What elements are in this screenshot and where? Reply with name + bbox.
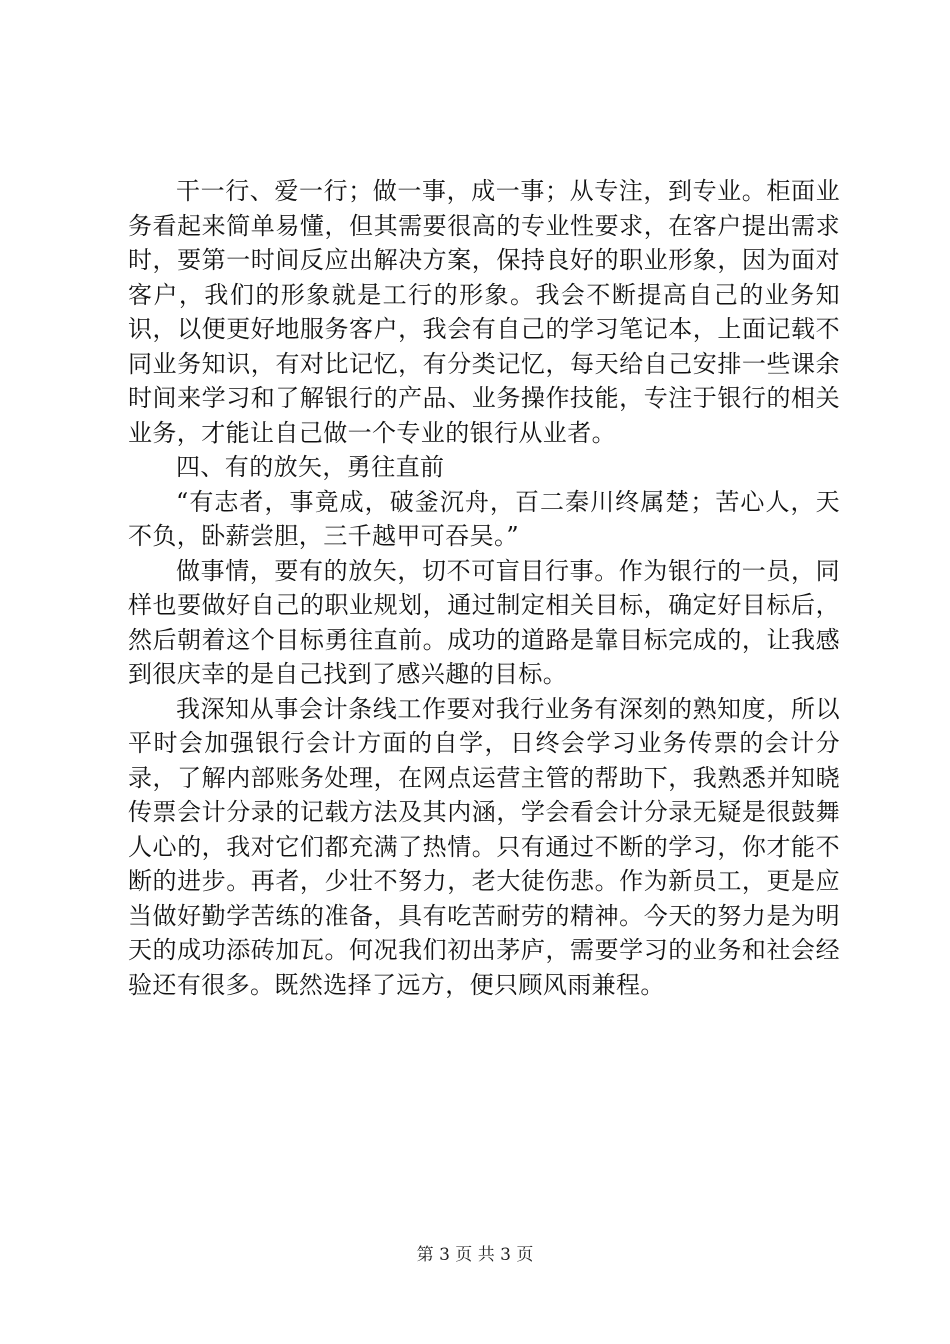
paragraph-accounting: 我深知从事会计条线工作要对我行业务有深刻的熟知度，所以平时会加强银行会计方面的自学，日终会学习业务传票的会计分录，了解内部账务处理，在网点运营主管的帮助下，我熟悉并知晓传票会计分录的记载方法及其内涵，学会看会计分录无疑是很鼓舞人心的，我对它们都充满了热情。只有通过不断的学习，你才能不断的进步。再者，少壮不努力，老大徒伤悲。作为新员工，更是应当做好勤学苦练的准备，具有吃苦耐劳的精神。今天的努力是为明天的成功添砖加瓦。何况我们初出茅庐，需要学习的业务和社会经验还有很多。既然选择了远方，便只顾风雨兼程。 <box>128 694 840 999</box>
paragraph-goals: 做事情，要有的放矢，切不可盲目行事。作为银行的一员，同样也要做好自己的职业规划，通过制定相关目标，确定好目标后，然后朝着这个目标勇往直前。成功的道路是靠目标完成的，让我感到很庆幸的是自己找到了感兴趣的目标。 <box>128 556 840 688</box>
document-body <box>128 174 840 1002</box>
page-footer: 第 3 页 共 3 页 <box>416 1245 534 1265</box>
paragraph-professionalism: 干一行、爱一行；做一事，成一事；从专注，到专业。柜面业务看起来简单易懂，但其需要很高的专业性要求，在客户提出需求时，要第一时间反应出解决方案，保持良好的职业形象，因为面对客户，我们的形象就是工行的形象。我会不断提高自己的业务知识，以便更好地服务客户，我会有自己的学习笔记本，上面记载不同业务知识，有对比记忆，有分类记忆，每天给自己安排一些课余时间来学习和了解银行的产品、业务操作技能，专注于银行的相关业务，才能让自己做一个专业的银行从业者。 <box>128 177 840 447</box>
paragraph-quote: “有志者，事竟成，破釜沉舟，百二秦川终属楚；苦心人，天不负，卧薪尝胆，三千越甲可吞吴。” <box>128 487 840 550</box>
section-heading: 四、有的放矢，勇往直前 <box>176 453 445 481</box>
